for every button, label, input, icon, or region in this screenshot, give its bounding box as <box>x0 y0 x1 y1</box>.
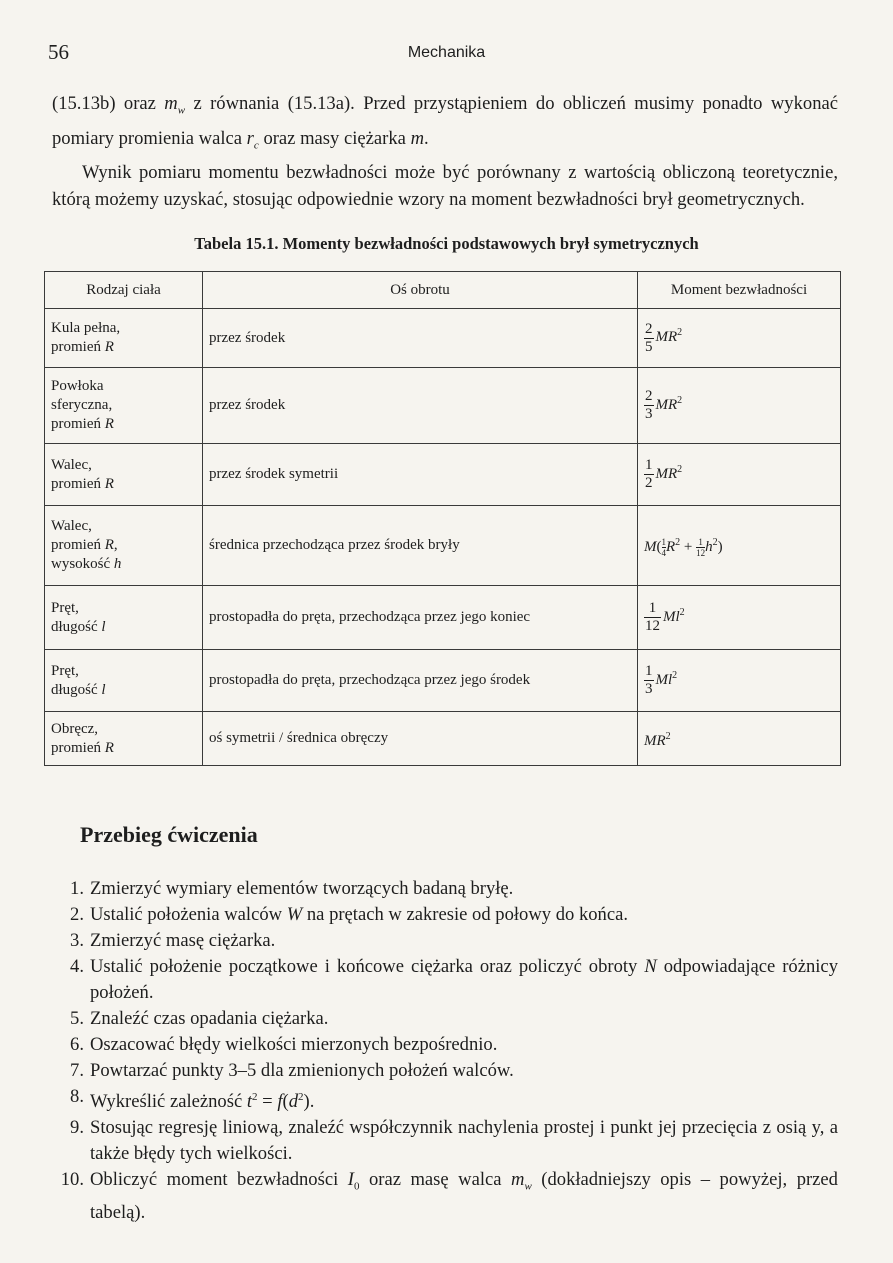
moment-cell: $MR^2$ <box>638 712 841 766</box>
moment-cell: M( $\frac{1}{4}R^2$ + $\frac{1}{12}h^2$) <box>638 506 841 586</box>
table-row <box>45 586 841 650</box>
moments-table <box>44 271 841 766</box>
steps-list <box>52 876 838 1226</box>
axis-cell: oś symetrii / średnica obręczy <box>203 712 638 766</box>
table-row <box>45 309 841 368</box>
running-title: Mechanika <box>407 44 486 61</box>
intro-text <box>52 90 838 213</box>
table-row <box>45 650 841 712</box>
list-item: 2. Ustalić położenia walców W na prętach w zakresie od połowy do końca. <box>70 904 629 925</box>
col-header-axis: Oś obrotu <box>203 272 638 309</box>
list-item: 3. Zmierzyć masę ciężarka. <box>70 930 276 951</box>
section-title: Przebieg ćwiczenia <box>80 822 258 847</box>
page-number: 56 <box>48 40 69 64</box>
table-caption: Tabela 15.1. Momenty bezwładności podstawowych brył symetrycznych <box>194 234 699 253</box>
body-cell: Pręt, długość l <box>45 586 203 650</box>
list-item: 10. Obliczyć moment bezwładności $I_0$ oraz masę walca $m_w$ (dokładniejszy opis – powyżej, przed tabelą). <box>60 1169 838 1223</box>
col-header-moment: Moment bezwładności <box>638 272 841 309</box>
table-header-row <box>45 272 841 309</box>
table-row <box>45 444 841 506</box>
list-item: 5. Znaleźć czas opadania ciężarka. <box>70 1008 329 1029</box>
list-item: 1. Zmierzyć wymiary elementów tworzących badaną bryłę. <box>70 878 514 899</box>
intro-paragraph-2: Wynik pomiaru momentu bezwładności może być porównany z wartością obliczoną teoretycznie, którą możemy uzyskać, stosując odpowiednie wzory na moment bezwładności brył geometrycznych. <box>52 162 838 211</box>
moment-cell: $\frac{1}{2}$ $MR^2$ <box>638 444 841 506</box>
axis-cell: prostopadła do pręta, przechodząca przez jego koniec <box>203 586 638 650</box>
body-cell: Kula pełna, promień R <box>45 309 203 368</box>
list-item: 9. Stosując regresję liniową, znaleźć współczynnik nachylenia prostej i punkt jej przecięcia z osią y, a także błędy tych wielkości. <box>70 1117 838 1165</box>
body-cell: Walec, promień R, wysokość h <box>45 506 203 586</box>
list-item: 6. Oszacować błędy wielkości mierzonych bezpośrednio. <box>70 1034 498 1055</box>
moment-cell: $\frac{1}{12}$ Ml$^2$ <box>638 586 841 650</box>
axis-cell: przez środek symetrii <box>203 444 638 506</box>
moment-cell: $\frac{2}{3}$ $MR^2$ <box>638 368 841 444</box>
moment-cell: $\frac{1}{3}$ Ml$^2$ <box>638 650 841 712</box>
table-row <box>45 712 841 766</box>
axis-cell: przez środek <box>203 309 638 368</box>
list-item: 7. Powtarzać punkty 3–5 dla zmienionych położeń walców. <box>70 1060 514 1081</box>
moment-cell: $\frac{2}{5}$ $MR^2$ <box>638 309 841 368</box>
body-cell: Obręcz, promień R <box>45 712 203 766</box>
col-header-body: Rodzaj ciała <box>45 272 203 309</box>
axis-cell: średnica przechodząca przez środek bryły <box>203 506 638 586</box>
body-cell: Walec, promień R <box>45 444 203 506</box>
list-item: 4. Ustalić położenie początkowe i końcowe ciężarka oraz policzyć obroty N odpowiadające różnicy położeń. <box>70 956 838 1003</box>
body-cell: Pręt, długość l <box>45 650 203 712</box>
axis-cell: prostopadła do pręta, przechodząca przez jego środek <box>203 650 638 712</box>
table-row <box>45 368 841 444</box>
intro-paragraph-1: (15.13b) oraz $m_w$ z równania (15.13a). Przed przystąpieniem do obliczeń musimy ponadto wykonać pomiary promienia walca $r_c$ oraz masy ciężarka m. <box>52 93 838 152</box>
axis-cell: przez środek <box>203 368 638 444</box>
table-row <box>45 506 841 586</box>
body-cell: Powłoka sferyczna, promień R <box>45 368 203 444</box>
list-item: 8. Wykreślić zależność $t^2 = f(d^2)$. <box>70 1086 315 1113</box>
